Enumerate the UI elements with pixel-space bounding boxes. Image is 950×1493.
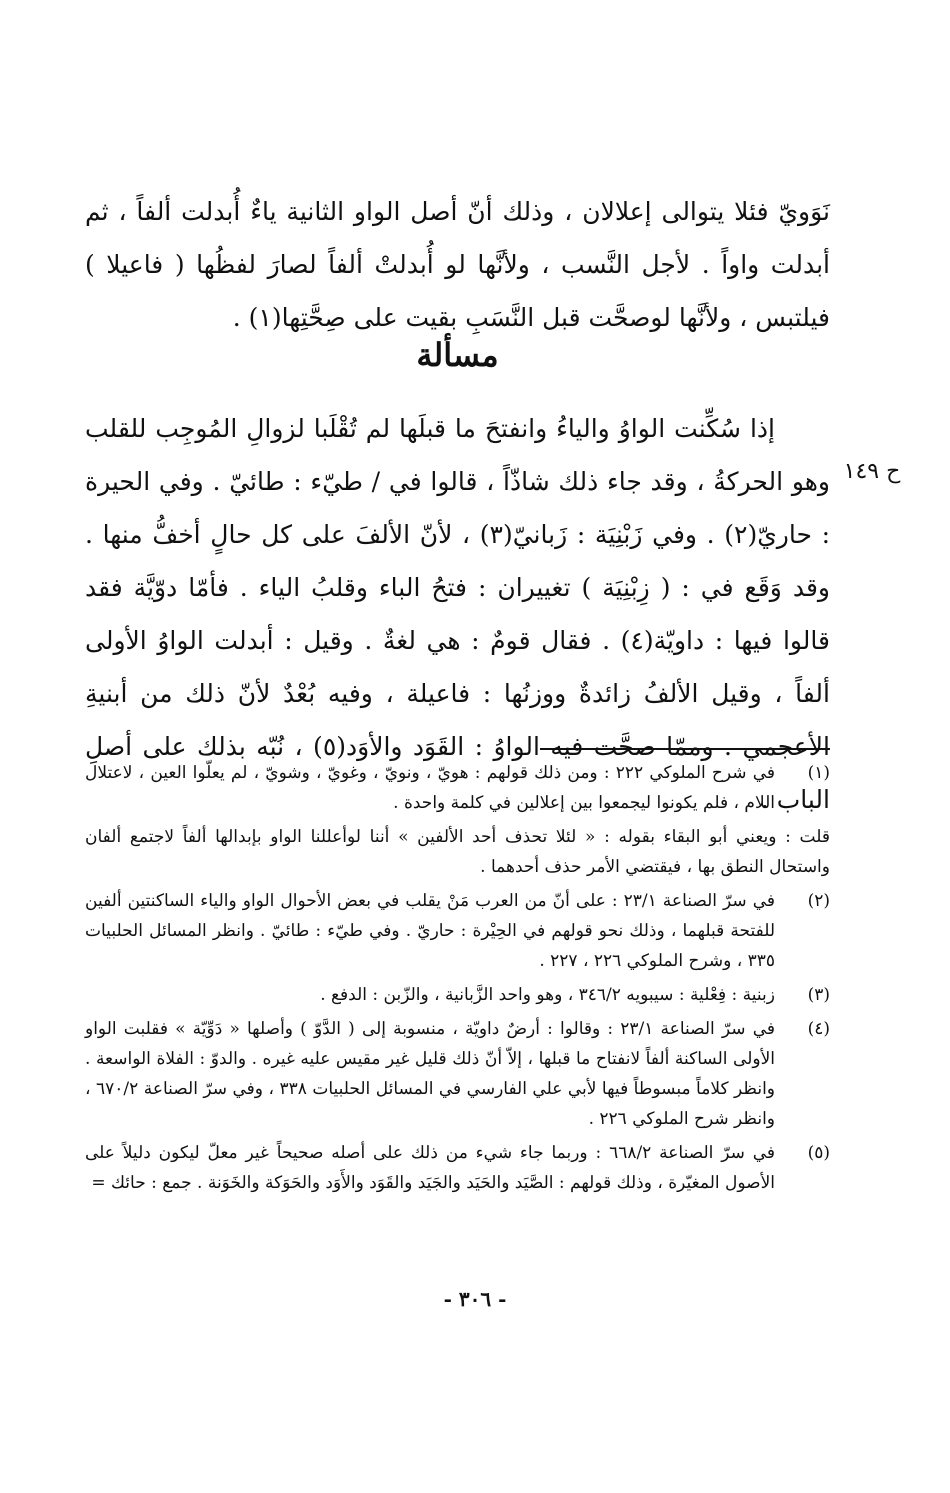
footnotes [85, 758, 830, 1202]
footnote-continuation: قلت : ويعني أبو البقاء بقوله : « لئلا تحذف أحد الألفين » أننا لوأعللنا الواو بإبدالها ألفاً لاجتمع ألفان واستحال النطق بها ، فيقتضي الأمر حذف أحدهما . [85, 827, 830, 877]
page-number: - ٣٠٦ - [443, 1287, 507, 1311]
footnote-separator [540, 748, 830, 750]
footnote-text: في سرّ الصناعة ٦٦٨/٢ : وربما جاء شيء من ذلك على أصله صحيحاً غير معلّ ليكون دليلاً على الأصول المغيّرة ، وذلك قولهم : الصَّيَد والحَيَد والجَيَد والقَوَد والأَوَد والحَوَكة والخَوَنة . جمع : حائك = [85, 1143, 776, 1193]
footnote-item [85, 1014, 830, 1134]
body-paragraph: إذا سُكِّنت الواوُ والياءُ وانفتحَ ما قبلَها لم تُقْلَبا لزوالِ المُوجِب للقلب وهو الحركةُ ، وقد جاء ذلك شاذّاً ، قالوا في / طيّء : طائيّ . وفي الحيرة : حاريّ(٢) . وفي زَبْنِيَة : زَبانيّ(٣) ، لأنّ الألفَ على كل حالٍ أخفُّ منها . وقد وَقَع في : ( زِبْنِيَة ) تغييران : فتحُ الباء وقلبُ الياء . فأمّا دوّيَّة فقد قالوا فيها : داويّة(٤) . فقال قومٌ : هي لغةٌ . وقيل : أبدلت الواوُ الأولى ألفاً ، وقيل الألفُ زائدةٌ ووزنُها : فاعيلة ، وفيه بُعْدٌ لأنّ ذلك من أبنيةِ الأعجمي . وممّا صحَّت فيه الواوُ : القَوَد والأوَد(٥) ، نُبّه بذلك على أصلِ الباب . [85, 414, 830, 814]
footnote-item [85, 886, 830, 976]
section-heading: مسألة [416, 336, 499, 374]
footnote-item [85, 980, 830, 1010]
intro-paragraph: نَوَويّ فئلا يتوالى إعلالان ، وذلك أنّ أصل الواو الثانية ياءٌ أُبدلت ألفاً ، ثم أبدلت واواً . لأجل النَّسب ، ولأنَّها لو أُبدلتْ ألفاً لصارَ لفظُها ( فاعيلا ) فيلتبس ، ولأنَّها لوصحَّت قبل النَّسَبِ بقيت على صِحَّتِها(١) . [85, 197, 830, 332]
footnote-text: زبنية : فِعْلية : سيبويه ٣٤٦/٢ ، وهو واحد الزَّبانية ، والزّبن : الدفع . [320, 985, 775, 1005]
footnote-number: (٢) [807, 891, 830, 911]
footnote-text: في سرّ الصناعة ٢٣/١ : وقالوا : أرضٌ داويّة ، منسوبة إلى ( الدَّوّ ) وأصلها « دَوِّيّة » فقلبت الواو الأولى الساكنة ألفاً لانفتاح ما قبلها ، إلاّ أنّ ذلك قليل غير مقيس عليه غيره . والدوّ : الفلاة الواسعة . وانظر كلاماً مبسوطاً فيها لأبي علي الفارسي في المسائل الحلبيات ٣٣٨ ، وفي سرّ الصناعة ٦٧٠/٢ ، وانظر شرح الملوكي ٢٢٦ . [85, 1019, 776, 1129]
footnote-text: في سرّ الصناعة ٢٣/١ : على أنّ من العرب مَنْ يقلب في بعض الأحوال الواو والياء الساكنتين ألفين للفتحة قبلهما ، وذلك نحو قولهم في الحِيْرة : حاريّ . وفي طيّء : طائيّ . وانظر المسائل الحلبيات ٣٣٥ ، وشرح الملوكي ٢٢٦ ، ٢٢٧ . [85, 891, 776, 971]
intro-paragraph-block [85, 185, 830, 344]
footnote-number: (٥) [807, 1143, 830, 1163]
footnote-item [85, 758, 830, 818]
margin-reference: ح ١٤٩ [843, 459, 901, 484]
footnote-text: في شرح الملوكي ٢٢٢ : ومن ذلك قولهم : هويّ ، ونويّ ، وغويّ ، وشويّ ، لم يعلّوا العين ، لاعتلال اللام ، فلم يكونوا ليجمعوا بين إعلالين في كلمة واحدة . [85, 763, 775, 813]
footnote-number: (٤) [807, 1019, 830, 1039]
footnote-number: (١) [807, 763, 830, 783]
footnote-item [85, 1138, 830, 1198]
footnote-number: (٣) [807, 985, 830, 1005]
